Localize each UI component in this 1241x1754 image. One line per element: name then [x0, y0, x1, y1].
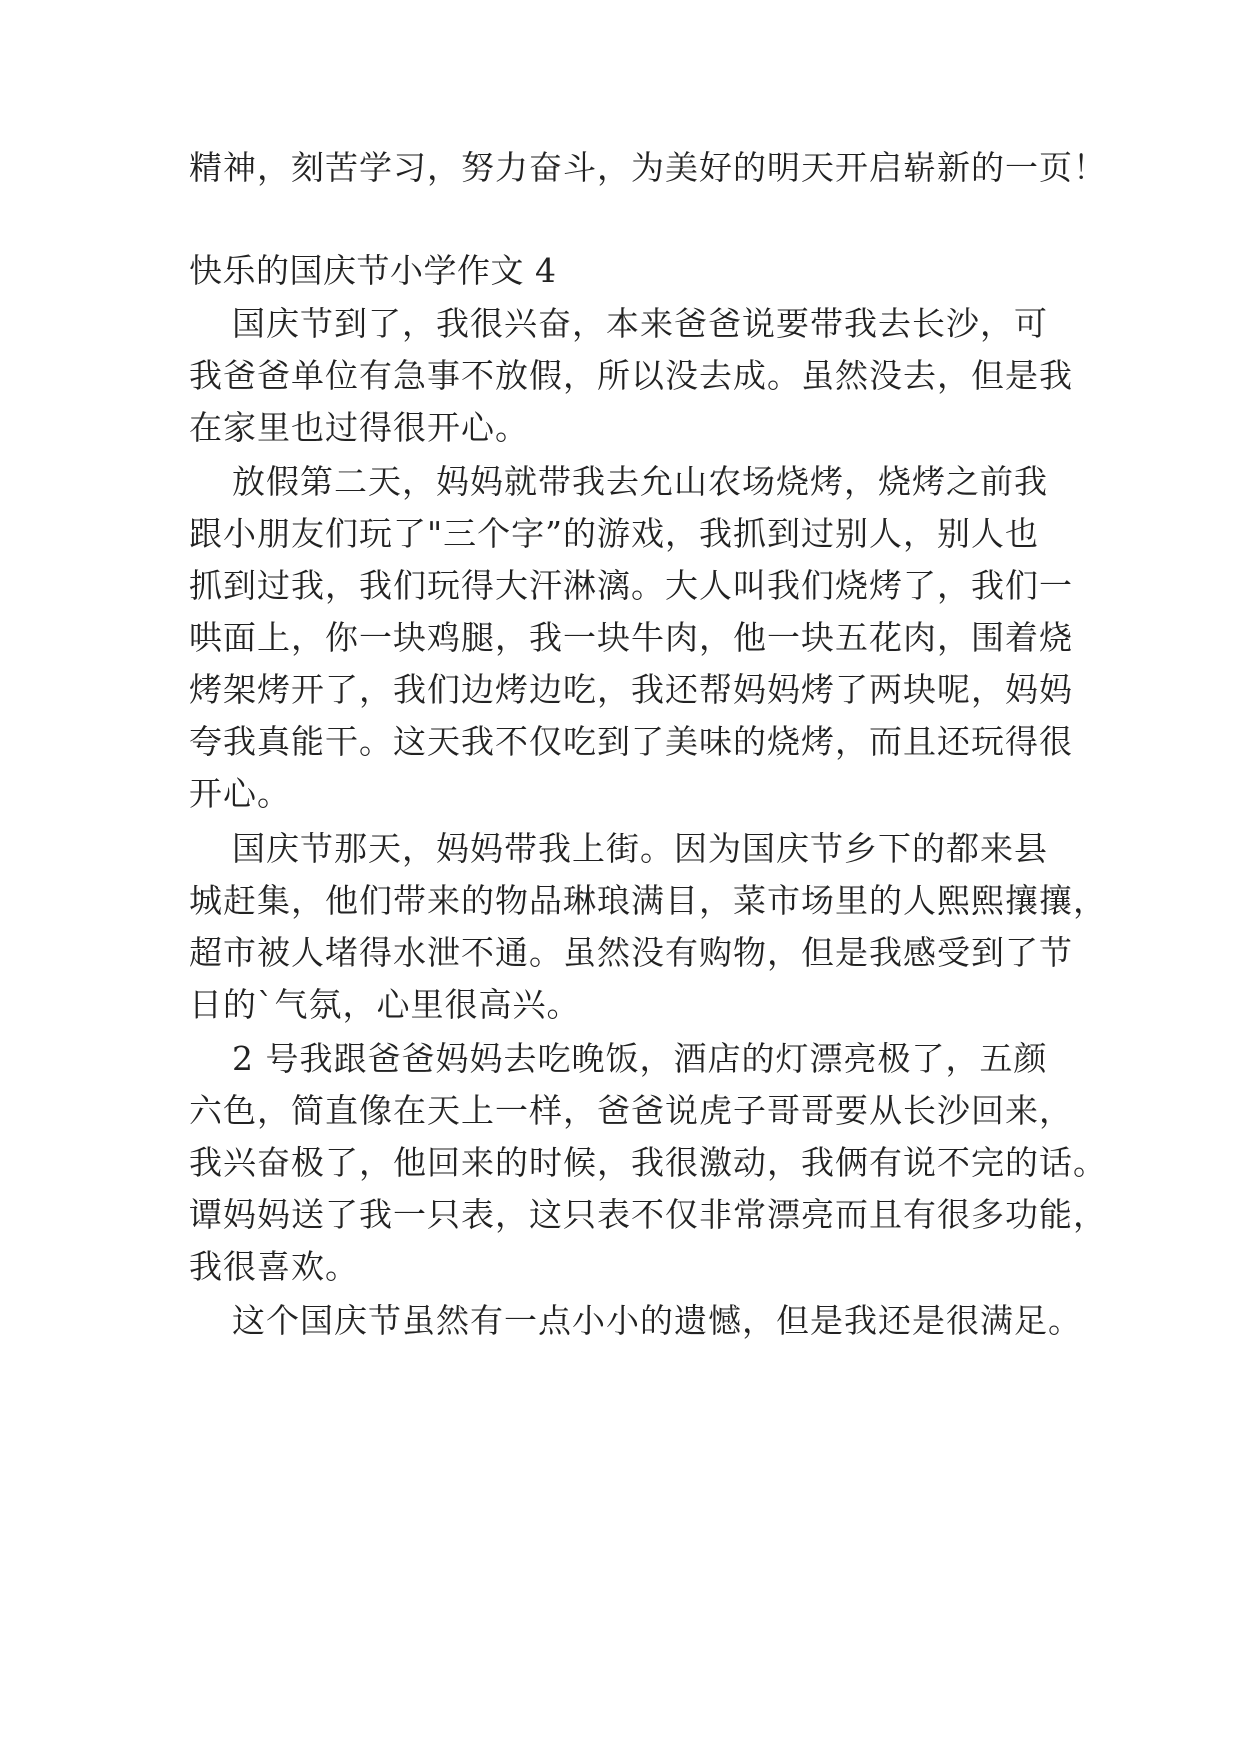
text-line: 烤架烤开了，我们边烤边吃，我还帮妈妈烤了两块呢，妈妈	[189, 670, 1073, 709]
paragraph-first-line: 这个国庆节虽然有一点小小的遗憾，但是我还是很满足。	[232, 1301, 1082, 1340]
paragraph-first-line: 放假第二天，妈妈就带我去允山农场烧烤，烧烤之前我	[232, 462, 1048, 501]
text-line: 夸我真能干。这天我不仅吃到了美味的烧烤，而且还玩得很	[189, 722, 1073, 761]
text-line: 抓到过我，我们玩得大汗淋漓。大人叫我们烧烤了，我们一	[189, 566, 1073, 605]
paragraph-first-line: 2 号我跟爸爸妈妈去吃晚饭，酒店的灯漂亮极了，五颜	[232, 1039, 1048, 1078]
text-line: 在家里也过得很开心。	[189, 408, 529, 447]
text-line: 谭妈妈送了我一只表，这只表不仅非常漂亮而且有很多功能，	[189, 1195, 1107, 1234]
text-line: 我兴奋极了，他回来的时候，我很激动，我俩有说不完的话。	[189, 1143, 1107, 1182]
text-line: 城赶集，他们带来的物品琳琅满目，菜市场里的人熙熙攘攘，	[189, 881, 1107, 920]
text-line: 我爸爸单位有急事不放假，所以没去成。虽然没去，但是我	[189, 356, 1073, 395]
paragraph-first-line: 国庆节到了，我很兴奋，本来爸爸说要带我去长沙，可	[232, 304, 1048, 343]
text-line: 日的`气氛，心里很高兴。	[189, 985, 581, 1024]
text-line: 跟小朋友们玩了"三个字”的游戏，我抓到过别人，别人也	[189, 514, 1040, 553]
text-line: 超市被人堵得水泄不通。虽然没有购物，但是我感受到了节	[189, 933, 1073, 972]
text-line: 我很喜欢。	[189, 1247, 359, 1286]
paragraph-first-line: 国庆节那天，妈妈带我上街。因为国庆节乡下的都来县	[232, 829, 1048, 868]
text-line: 开心。	[189, 774, 291, 813]
section-heading: 快乐的国庆节小学作文 4	[189, 251, 557, 290]
text-line: 哄面上，你一块鸡腿，我一块牛肉，他一块五花肉，围着烧	[189, 618, 1073, 657]
text-line: 六色，简直像在天上一样，爸爸说虎子哥哥要从长沙回来，	[189, 1091, 1073, 1130]
text-line: 精神，刻苦学习，努力奋斗，为美好的明天开启崭新的一页！	[189, 148, 1107, 187]
